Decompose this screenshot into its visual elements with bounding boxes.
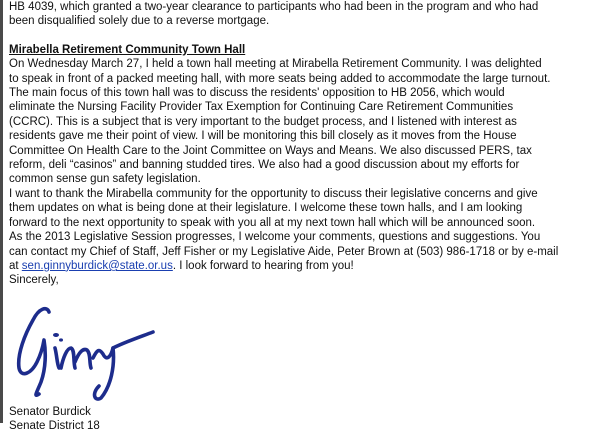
left-border-rule xyxy=(0,0,3,423)
section-title: Mirabella Retirement Community Town Hall xyxy=(9,43,246,56)
email-link[interactable]: sen.ginnyburdick@state.or.us xyxy=(21,259,173,272)
thanks-paragraph: I want to thank the Mirabella community for the opportunity to discuss their legislative concerns and give them updates on what is being done at their legislature. I welcome these town halls, and I am looking forward to the next opportunity to speak with you all at my next town hall which will be announced soon. xyxy=(9,187,538,229)
contact-paragraph xyxy=(9,230,595,273)
handwritten-signature xyxy=(13,302,161,402)
contact-text-before: As the 2013 Legislative Session progresses, I welcome your comments, questions and suggestions. You can contact my Chief of Staff, Jeff Fisher or my Legislative Aide, Peter Brown at (503) 986-1718 or by e-mail at xyxy=(9,231,559,272)
newsletter-body xyxy=(9,0,595,288)
intro-paragraph: HB 4039, which granted a two-year clearance to participants who had been in the program and who had been disqualified solely due to a reverse mortgage. xyxy=(9,1,539,28)
town-hall-paragraph: On Wednesday March 27, I held a town hall meeting at Mirabella Retirement Community. I was delighted to speak in front of a packed meeting hall, with more seats being added to accommodate the large turnout. The main focus of this town hall was to discuss the residents' opposition to HB 2056, which would eliminate the Nursing Facility Provider Tax Exemption for Continuing Care Retirement Communities (CCRC). This is a subject that is very important to the budget process, and I listened with interest as residents gave me their point of view. I will be monitoring this bill closely as it moves from the House Committee On Health Care to the Joint Committee on Ways and Means. We also discussed PERS, tax reform, deli “casinos” and banning studded tires. We also had a good discussion about my efforts for common sense gun safety legislation. xyxy=(9,58,551,186)
sincerely-text: Sincerely, xyxy=(9,274,59,287)
sender-district: Senate District 18 xyxy=(9,420,100,432)
sender-name: Senator Burdick xyxy=(9,406,91,418)
contact-text-after: . I look forward to hearing from you! xyxy=(172,259,354,272)
